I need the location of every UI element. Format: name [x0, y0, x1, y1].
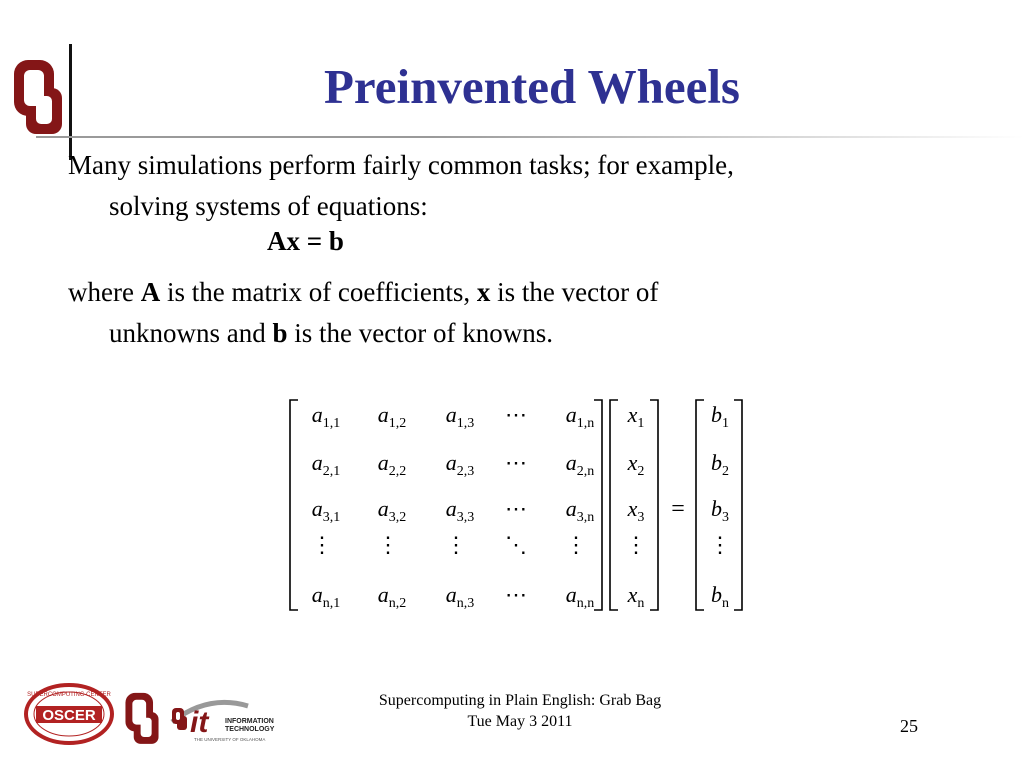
matrix-a-cell: ⋮ — [445, 532, 467, 557]
matrix-a-cell: $a_{n,2}$ — [377, 582, 407, 611]
matrix-a-cell: ⋯ — [505, 450, 527, 475]
equation-ax-b: Ax = b — [267, 226, 344, 256]
matrix-a-cell: ⋯ — [505, 582, 527, 607]
horizontal-rule — [36, 136, 1024, 138]
matrix-a-cell: $a_{1,3}$ — [445, 402, 475, 431]
matrix-a-cell: $a_{1,n}$ — [565, 402, 595, 431]
matrix-a-cell: ⋯ — [505, 496, 527, 521]
symbol-b: b — [272, 318, 288, 348]
oscer-ring-text: SUPERCOMPUTING CENTER — [27, 692, 111, 698]
text: is the matrix of coefficients, — [160, 277, 477, 307]
ou-it-logo — [168, 688, 288, 744]
text: where — [68, 277, 141, 307]
matrix-a-cell: $a_{2,3}$ — [445, 450, 475, 479]
vector-x-cell: $x_n$ — [627, 582, 645, 611]
oscer-logo — [24, 683, 114, 745]
matrix-a-cell: $a_{n,1}$ — [311, 582, 341, 611]
text: is the vector of knowns. — [287, 318, 553, 348]
matrix-a-cell: $a_{2,2}$ — [377, 450, 407, 479]
it-line2: TECHNOLOGY — [225, 726, 275, 733]
matrix-a-cell: ⋮ — [565, 532, 587, 557]
it-text: it — [190, 706, 209, 739]
vector-b-right-bracket — [734, 400, 742, 610]
vector-x-left-bracket — [610, 400, 618, 610]
vector-b-cell: $b_1$ — [711, 402, 729, 431]
text: unknowns and — [109, 318, 273, 348]
matrix-a-cell: ⋮ — [311, 532, 333, 557]
paragraph-intro-line2: solving systems of equations: — [109, 191, 428, 221]
matrix-a-cell: ⋯ — [505, 402, 527, 427]
it-line3: THE UNIVERSITY OF OKLAHOMA — [194, 737, 266, 742]
paragraph-intro — [68, 145, 968, 227]
page-number: 25 — [900, 716, 918, 736]
symbol-x: x — [476, 277, 491, 307]
vector-b-cell: ⋮ — [709, 532, 731, 557]
matrix-equation-svg — [280, 394, 750, 616]
paragraph-intro-line1: Many simulations perform fairly common tasks; for example, — [68, 150, 734, 180]
paragraph-definitions-line1 — [68, 272, 968, 313]
paragraph-definitions-line2 — [68, 313, 968, 354]
matrix-a-cell: $a_{3,3}$ — [445, 496, 475, 525]
footer — [320, 690, 720, 732]
vector-x-cell: $x_2$ — [627, 450, 645, 479]
vector-x-cell: $x_3$ — [627, 496, 645, 525]
matrix-a-left-bracket — [290, 400, 298, 610]
matrix-a-cell: $a_{2,n}$ — [565, 450, 595, 479]
text: is the vector of — [490, 277, 659, 307]
vector-b-cell: $b_3$ — [711, 496, 729, 525]
matrix-a-cell: $a_{1,2}$ — [377, 402, 407, 431]
matrix-a-cell: $a_{3,2}$ — [377, 496, 407, 525]
symbol-A: A — [140, 277, 161, 307]
vector-b-left-bracket — [696, 400, 704, 610]
matrix-a-cell: ⋱ — [505, 532, 527, 557]
matrix-a-cell: $a_{3,1}$ — [311, 496, 341, 525]
equals-sign: = — [671, 496, 685, 522]
it-line1: INFORMATION — [225, 718, 274, 725]
vector-x-right-bracket — [650, 400, 658, 610]
slide-title: Preinvented Wheels — [323, 59, 741, 114]
paragraph-definitions — [68, 272, 968, 354]
vector-x-cell: $x_1$ — [627, 402, 645, 431]
vector-b-cell: $b_2$ — [711, 450, 729, 479]
matrix-equation — [280, 394, 750, 616]
footer-date: Tue May 3 2011 — [467, 713, 573, 730]
matrix-a-cell: $a_{1,1}$ — [311, 402, 341, 431]
matrix-a-cell: $a_{n,n}$ — [565, 582, 595, 611]
oscer-text: OSCER — [42, 707, 96, 724]
matrix-a-cell: $a_{2,1}$ — [311, 450, 341, 479]
vector-b-cell: $b_n$ — [711, 582, 729, 611]
footer-title: Supercomputing in Plain English: Grab Bag — [378, 692, 662, 709]
matrix-a-cell: $a_{n,3}$ — [445, 582, 475, 611]
matrix-a-cell: $a_{3,n}$ — [565, 496, 595, 525]
matrix-a-cell: ⋮ — [377, 532, 399, 557]
vector-x-cell: ⋮ — [625, 532, 647, 557]
ou-logo-footer — [120, 686, 164, 748]
matrix-a-right-bracket — [594, 400, 602, 610]
